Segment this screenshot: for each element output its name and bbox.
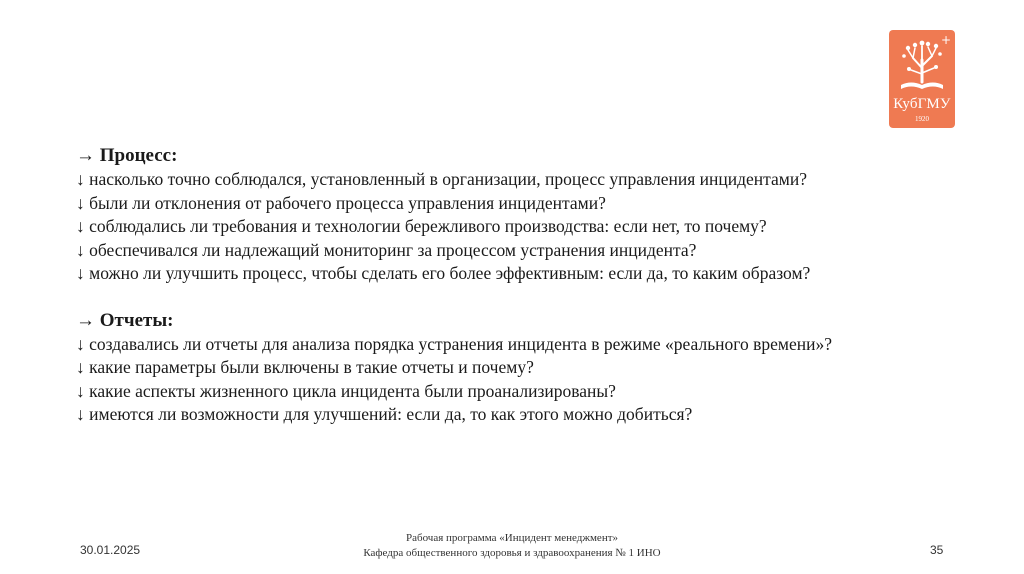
section-title: → Процесс: — [76, 145, 178, 166]
slide-content — [76, 144, 956, 427]
footer-caption — [312, 531, 712, 561]
list-item: ↓ насколько точно соблюдался, установленный в организации, процесс управления инцидентами? — [76, 169, 808, 189]
page-number: 35 — [930, 543, 944, 557]
logo-name: КубГМУ — [893, 96, 951, 112]
section-reports — [76, 309, 956, 427]
footer-department: Кафедра общественного здоровья и здравоохранения № 1 ИНО — [363, 547, 661, 559]
list-item: ↓ можно ли улучшить процесс, чтобы сделать его более эффективным: если да, то каким образом? — [76, 263, 811, 283]
university-logo — [889, 30, 955, 128]
footer-date: 30.01.2025 — [80, 543, 141, 557]
plus-mark: + — [941, 33, 952, 47]
section-title: → Отчеты: — [76, 309, 174, 331]
section-process — [76, 144, 956, 286]
logo-year: 1920 — [915, 115, 929, 123]
section-gap — [76, 286, 956, 309]
list-item: ↓ имеются ли возможности для улучшений: если да, то как этого можно добиться? — [76, 404, 693, 424]
list-item: ↓ соблюдались ли требования и технологии бережливого производства: если нет, то почему? — [76, 216, 767, 236]
list-item: ↓ какие аспекты жизненного цикла инцидента были проанализированы? — [76, 380, 616, 401]
list-item: ↓ создавались ли отчеты для анализа порядка устранения инцидента в режиме «реального времени»? — [76, 333, 833, 354]
tree-book-icon — [889, 30, 955, 100]
footer-program: Рабочая программа «Инцидент менеджмент» — [405, 532, 619, 544]
list-item: ↓ были ли отклонения от рабочего процесса управления инцидентами? — [76, 192, 606, 213]
list-item: ↓ какие параметры были включены в такие отчеты и почему? — [76, 357, 534, 377]
list-item: ↓ обеспечивался ли надлежащий мониторинг за процессом устранения инцидента? — [76, 239, 697, 260]
